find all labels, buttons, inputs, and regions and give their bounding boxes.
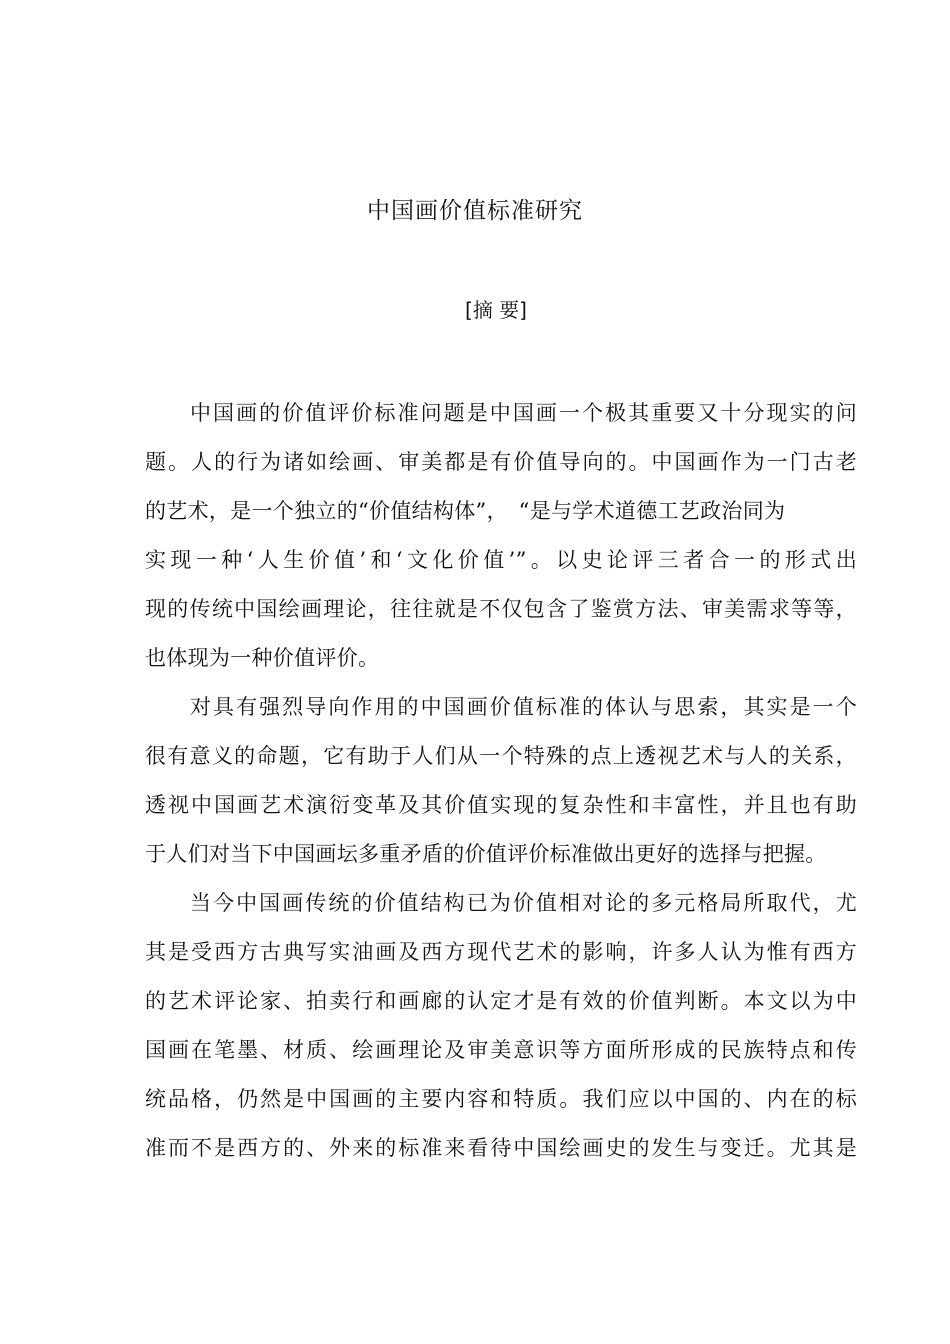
paragraph-1-line-5: 现的传统中国绘画理论，往往就是不仅包含了鉴赏方法、审美需求等等， <box>145 597 857 621</box>
paragraph-1-line-4: 实现一种‘人生价值’和‘文化价值’”。以史论评三者合一的形式出 <box>145 548 857 572</box>
paragraph-1-line-2: 题。人的行为诸如绘画、审美都是有价值导向的。中国画作为一门古老 <box>145 450 857 474</box>
abstract-heading: [摘 要] <box>465 298 527 322</box>
document-title: 中国画价值标准研究 <box>367 198 583 224</box>
paragraph-3-line-1: 当今中国画传统的价值结构已为价值相对论的多元格局所取代，尤 <box>190 891 857 915</box>
paragraph-2-line-3: 透视中国画艺术演衍变革及其价值实现的复杂性和丰富性，并且也有助 <box>145 793 857 817</box>
paragraph-1-line-1: 中国画的价值评价标准问题是中国画一个极其重要又十分现实的问 <box>190 401 857 425</box>
paragraph-3-line-5: 统品格，仍然是中国画的主要内容和特质。我们应以中国的、内在的标 <box>145 1087 857 1111</box>
paragraph-2-line-2: 很有意义的命题，它有助于人们从一个特殊的点上透视艺术与人的关系， <box>145 744 857 768</box>
abstract-body <box>145 393 857 1177</box>
paragraph-2-line-4: 于人们对当下中国画坛多重矛盾的价值评价标准做出更好的选择与把握。 <box>145 842 827 866</box>
paragraph-3-line-4: 国画在笔墨、材质、绘画理论及审美意识等方面所形成的民族特点和传 <box>145 1038 857 1062</box>
paragraph-1-line-6: 也体现为一种价值评价。 <box>145 646 380 670</box>
paragraph-1-line-3: 的艺术，是一个独立的“价值结构体”， “是与学术道德工艺政治同为 <box>145 499 786 523</box>
paragraph-2-line-1: 对具有强烈导向作用的中国画价值标准的体认与思索，其实是一个 <box>190 695 857 719</box>
paragraph-3-line-6: 准而不是西方的、外来的标准来看待中国绘画史的发生与变迁。尤其是 <box>145 1136 857 1160</box>
paragraph-3-line-3: 的艺术评论家、拍卖行和画廊的认定才是有效的价值判断。本文以为中 <box>145 989 857 1013</box>
paragraph-3-line-2: 其是受西方古典写实油画及西方现代艺术的影响，许多人认为惟有西方 <box>145 940 857 964</box>
